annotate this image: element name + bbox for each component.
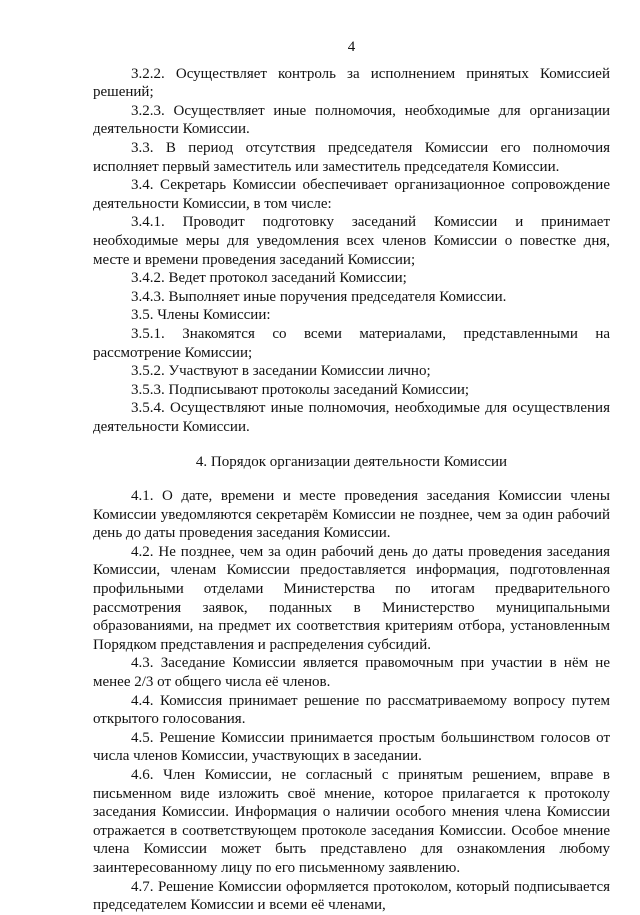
paragraph-4-4: 4.4. Комиссия принимает решение по рассматриваемому вопросу путем открытого голосования. <box>93 692 610 728</box>
paragraph-4-6: 4.6. Член Комиссии, не согласный с принятым решением, вправе в письменном виде изложить своё мнение, которое прилагается к протоколу заседания Комиссии. Информация о наличии особого мнения члена Комиссии отражается в соответствующем протоколе заседания Комиссии. Особое мнение члена Комиссии может быть представлено для ознакомления любому заинтересованному лицу по его письменному заявлению. <box>93 766 610 876</box>
paragraph-3-4: 3.4. Секретарь Комиссии обеспечивает организационное сопровождение деятельности Комиссии, в том числе: <box>93 177 610 212</box>
paragraph-3-4-3: 3.4.3. Выполняет иные поручения председателя Комиссии. <box>131 288 507 305</box>
paragraph-3-5-4: 3.5.4. Осуществляют иные полномочия, необходимые для осуществления деятельности Комиссии. <box>93 400 610 435</box>
paragraph-3-2-3: 3.2.3. Осуществляет иные полномочия, необходимые для организации деятельности Комиссии. <box>93 102 610 138</box>
paragraph-3-4-2: 3.4.2. Ведет протокол заседаний Комиссии; <box>131 270 407 287</box>
paragraph-3-5: 3.5. Члены Комиссии: <box>131 307 271 324</box>
paragraph-3-4-1: 3.4.1. Проводит подготовку заседаний Комиссии и принимает необходимые меры для уведомления всех членов Комиссии о повестке дня, месте и времени проведения заседаний Комиссии; <box>93 214 610 268</box>
paragraph-4-7: 4.7. Решение Комиссии оформляется протоколом, который подписывается председателем Комиссии и всеми её членами, <box>93 878 610 914</box>
paragraph-3-3: 3.3. В период отсутствия председателя Комиссии его полномочия исполняет первый заместитель или заместитель председателя Комиссии. <box>93 139 610 175</box>
paragraph-4-1: 4.1. О дате, времени и месте проведения заседания Комиссии члены Комиссии уведомляются секретарём Комиссии не позднее, чем за один рабочий день до даты проведения заседания Комиссии. <box>93 488 610 542</box>
paragraph-3-2-2: 3.2.2. Осуществляет контроль за исполнением принятых Комиссией решений; <box>93 65 610 101</box>
page-number: 4 <box>347 39 356 55</box>
paragraph-3-5-3: 3.5.3. Подписывают протоколы заседаний Комиссии; <box>131 381 470 398</box>
paragraph-3-5-1: 3.5.1. Знакомятся со всеми материалами, представленными на рассмотрение Комиссии; <box>93 325 610 361</box>
paragraph-4-3: 4.3. Заседание Комиссии является правомочным при участии в нём не менее 2/3 от общего числа её членов. <box>93 655 610 690</box>
paragraph-4-2: 4.2. Не позднее, чем за один рабочий день до даты проведения заседания Комиссии, членам Комиссии предоставляется информация, подготовленная профильными отделами Министерства по итогам предварительного рассмотрения заявок, поданных в Министерство муниципальными образованиями, на предмет их соответствия критериям отбора, установленным Порядком представления и распределения субсидий. <box>93 543 610 653</box>
paragraph-3-5-2: 3.5.2. Участвуют в заседании Комиссии лично; <box>131 363 431 380</box>
paragraph-4-5: 4.5. Решение Комиссии принимается простым большинством голосов от числа членов Комиссии, участвующих в заседании. <box>93 729 610 765</box>
section-heading: 4. Порядок организации деятельности Комиссии <box>195 454 508 471</box>
